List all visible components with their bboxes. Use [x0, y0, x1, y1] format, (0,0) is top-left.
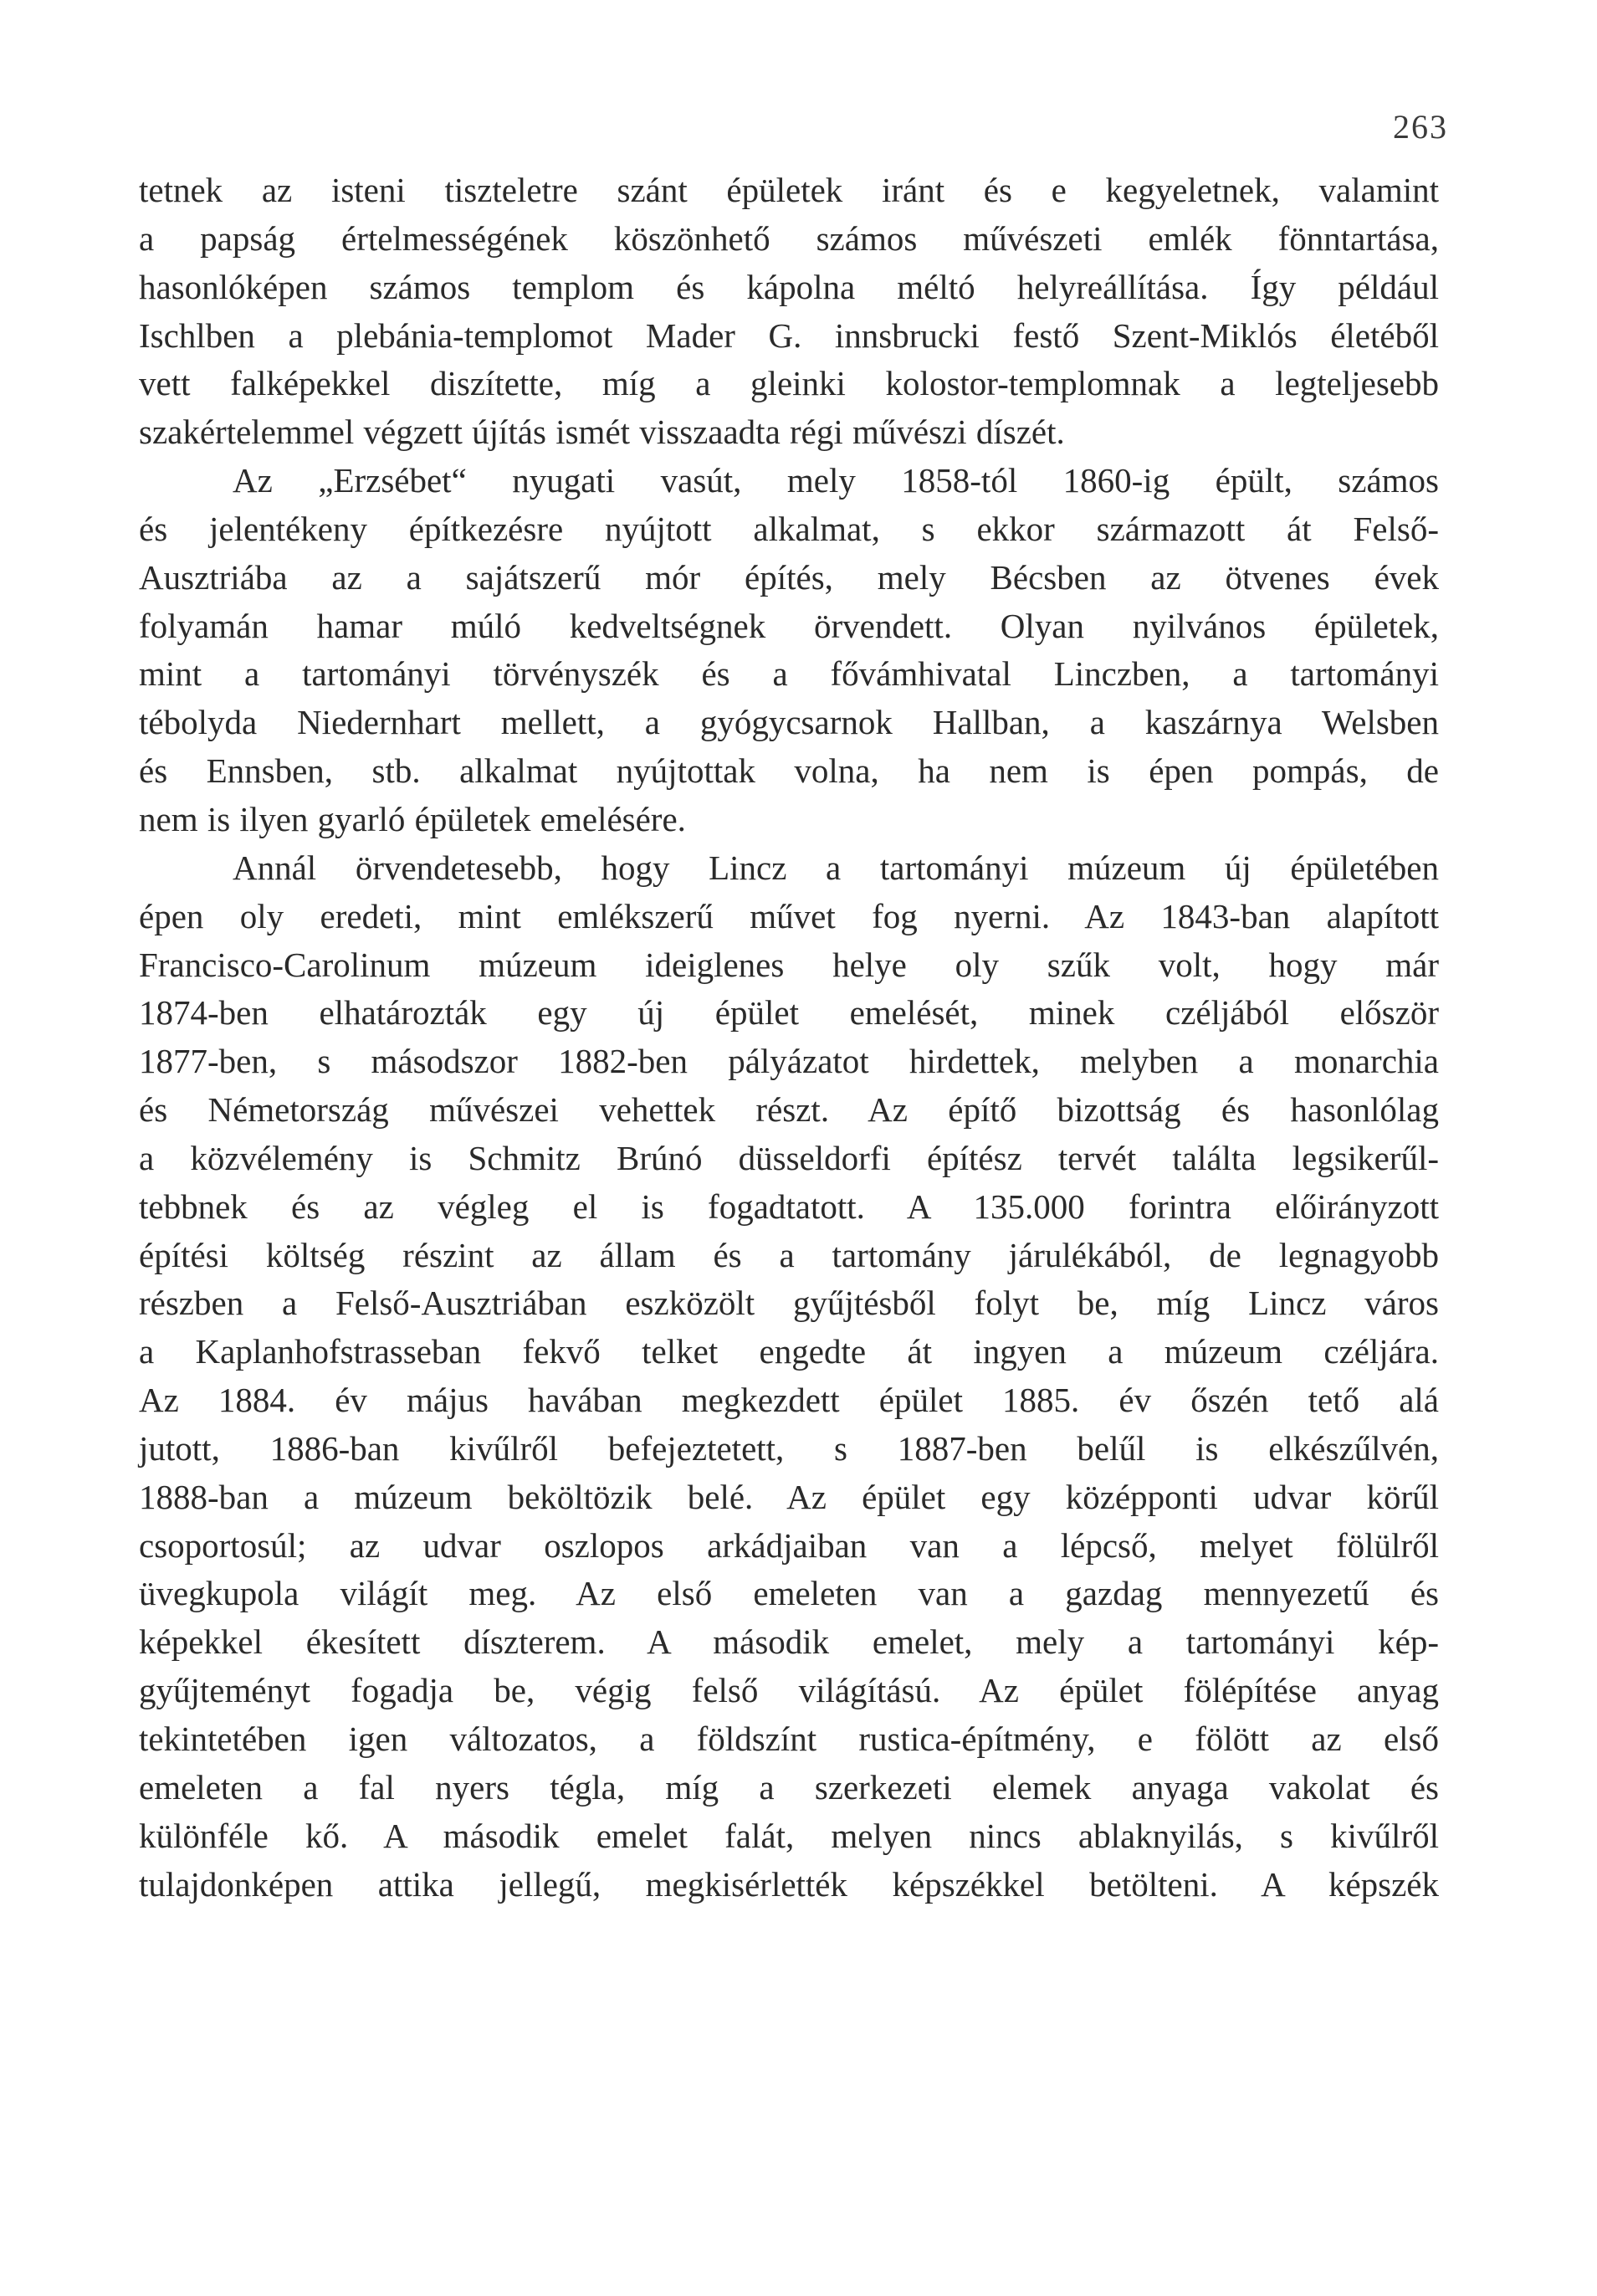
text-line: Francisco-Carolinum múzeum ideiglenes helye oly szűk volt, hogy már	[139, 945, 1439, 984]
text-line: tekintetében igen változatos, a földszínt rustica-építmény, e fölött az első	[139, 1719, 1439, 1758]
text-line: a papság értelmességének köszönhető számos művészeti emlék fönntartása,	[139, 218, 1439, 258]
text-line: részben a Felső-Ausztriában eszközölt gyűjtésből folyt be, míg Lincz város	[139, 1284, 1439, 1323]
text-line: Ischlben a plebánia-templomot Mader G. innsbrucki festő Szent-Miklós életéből	[139, 315, 1439, 355]
text-line: nem is ilyen gyarló épületek emelésére.	[139, 799, 686, 838]
text-line: szakértelemmel végzett újítás ismét visszaadta régi művészi díszét.	[139, 413, 1065, 452]
text-line: csoportosúl; az udvar oszlopos arkádjaiban van a lépcső, melyet fölülről	[139, 1525, 1439, 1565]
text-line: vett falképekkel diszítette, míg a gleinki kolostor-templomnak a legteljesebb	[139, 364, 1439, 403]
text-line: Az „Erzsébet“ nyugati vasút, mely 1858-tól 1860-ig épült, számos	[233, 461, 1439, 500]
text-line: és jelentékeny építkezésre nyújtott alkalmat, s ekkor származott át Felső-	[139, 509, 1439, 548]
text-line: építési költség részint az állam és a tartomány járulékából, de legnagyobb	[139, 1235, 1439, 1274]
page-number: 263	[1393, 108, 1448, 146]
text-line: mint a tartományi törvényszék és a fővámhivatal Linczben, a tartományi	[139, 654, 1439, 694]
text-line: képekkel ékesített díszterem. A második emelet, mely a tartományi kép-	[139, 1622, 1439, 1662]
text-line: folyamán hamar múló kedveltségnek örvendett. Olyan nyilvános épületek,	[139, 606, 1439, 645]
text-line: tébolyda Niedernhart mellett, a gyógycsarnok Hallban, a kaszárnya Welsben	[139, 703, 1439, 742]
text-line: üvegkupola világít meg. Az első emeleten van a gazdag mennyezetű és	[139, 1574, 1439, 1613]
body-text	[139, 167, 1439, 1909]
text-line: tetnek az isteni tiszteletre szánt épületek iránt és e kegyeletnek, valamint	[139, 171, 1439, 209]
text-line: és Ennsben, stb. alkalmat nyújtottak volna, ha nem is épen pompás, de	[139, 751, 1439, 791]
text-line: Annál örvendetesebb, hogy Lincz a tartományi múzeum új épületében	[233, 848, 1439, 887]
text-line: épen oly eredeti, mint emlékszerű művet fog nyerni. Az 1843-ban alapított	[139, 896, 1439, 935]
text-line: Ausztriába az a sajátszerű mór építés, mely Bécsben az ötvenes évek	[139, 557, 1439, 597]
text-line: a Kaplanhofstrasseban fekvő telket engedte át ingyen a múzeum czéljára.	[139, 1332, 1439, 1371]
text-line: gyűjteményt fogadja be, végig felső világítású. Az épület fölépítése anyag	[139, 1671, 1439, 1710]
text-line: 1874-ben elhatározták egy új épület emelését, minek czéljából először	[139, 993, 1439, 1033]
text-line: tebbnek és az végleg el is fogadtatott. A 135.000 forintra előirányzott	[139, 1186, 1439, 1226]
text-line: 1877-ben, s másodszor 1882-ben pályázatot hirdettek, melyben a monarchia	[139, 1042, 1439, 1081]
text-line: hasonlóképen számos templom és kápolna méltó helyreállítása. Így például	[139, 267, 1439, 306]
text-line: Az 1884. év május havában megkezdett épület 1885. év őszén tető alá	[139, 1381, 1439, 1420]
text-line: jutott, 1886-ban kivűlről befejeztetett, s 1887-ben belűl is elkészűlvén,	[139, 1428, 1439, 1468]
text-line: a közvélemény is Schmitz Brúnó düsseldorfi építész tervét találta legsikerűl-	[139, 1138, 1439, 1177]
text-line: emeleten a fal nyers tégla, míg a szerkezeti elemek anyaga vakolat és	[139, 1767, 1439, 1807]
text-line: és Németország művészei vehettek részt. Az építő bizottság és hasonlólag	[139, 1090, 1439, 1130]
text-line: 1888-ban a múzeum beköltözik belé. Az épület egy középponti udvar körűl	[139, 1477, 1439, 1516]
text-line: különféle kő. A második emelet falát, melyen nincs ablaknyilás, s kivűlről	[139, 1816, 1439, 1855]
text-line: tulajdonképen attika jellegű, megkisérlették képszékkel betölteni. A képszék	[139, 1864, 1439, 1904]
